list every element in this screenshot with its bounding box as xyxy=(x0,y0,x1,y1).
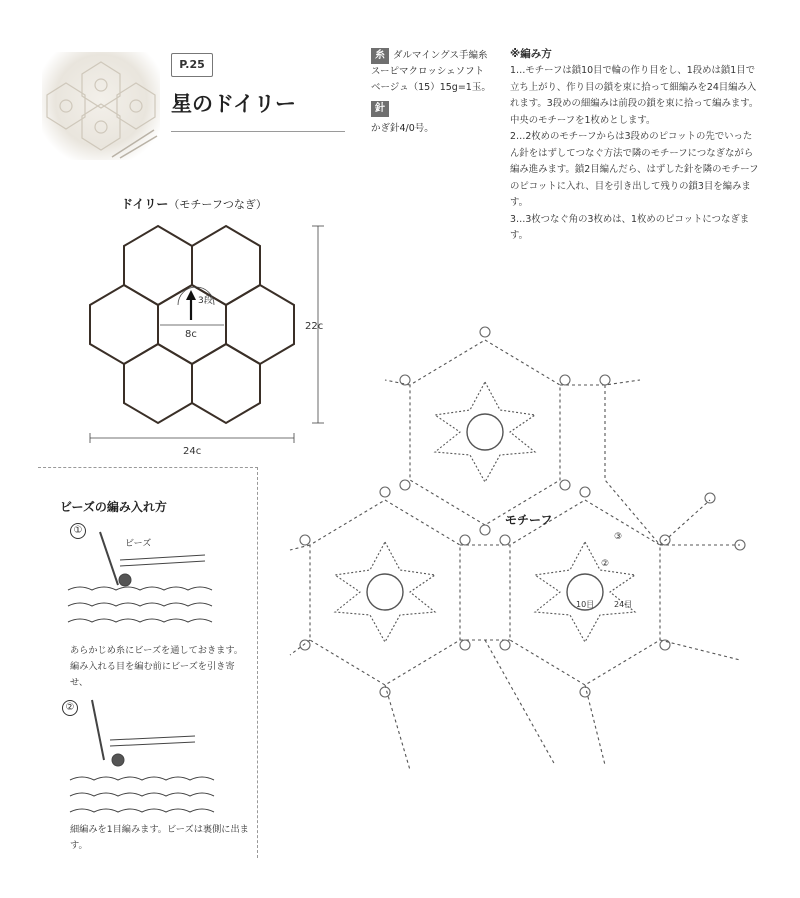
chain-net xyxy=(585,685,605,765)
star-round xyxy=(435,382,535,482)
star-round xyxy=(335,542,435,642)
motif-outline xyxy=(310,500,460,685)
instruction-step: 3…3枚つなぐ角の3枚めは、1枚めのピコットにつなぎます。 xyxy=(510,213,750,241)
hexagon xyxy=(124,344,192,423)
step-1-text: あらかじめ糸にビーズを通しておきます。編み入れる目を編む前にビーズを引き寄せ、 xyxy=(70,645,243,688)
dimension-lines xyxy=(90,226,324,443)
sc-count-label: 24目 xyxy=(614,600,633,609)
chain-net xyxy=(385,685,410,770)
height-label: 22c xyxy=(305,321,324,332)
chain-net xyxy=(660,500,710,545)
doily-title-sub: （モチーフつなぎ） xyxy=(168,198,267,211)
hexagon xyxy=(124,226,192,305)
center-arrow xyxy=(186,290,196,320)
needle-text: かぎ針4/0号。 xyxy=(371,123,434,134)
yarn-name: スーピマクロッシェソフト xyxy=(371,66,485,77)
instruction-step: 2…2枚めのモチーフからは3段めのピコットの先でいったん針をはずしてつなぐ方法で隣のモチーフにつなぎながら編み進みます。鎖2目編んだら、はずした針を隣のモチーフのピコットに入れ、目を引き出して残りの鎖3目を編みます。 xyxy=(510,131,759,208)
hexagon-layout xyxy=(90,226,294,423)
chain-net xyxy=(485,640,555,765)
chain-net xyxy=(290,545,310,550)
chain-count-label: 10目 xyxy=(576,600,595,609)
yarn-detail: ベージュ（15）15g=1玉。 xyxy=(371,82,491,93)
chain-net xyxy=(290,640,310,655)
star-round xyxy=(535,542,635,642)
hexagon xyxy=(90,285,158,364)
chain-net xyxy=(660,640,740,660)
step-1-number: ① xyxy=(70,523,86,539)
step-2-number: ② xyxy=(62,700,78,716)
motif-outline xyxy=(410,340,560,525)
page-number-badge: P.25 xyxy=(171,53,213,77)
row2-label: ② xyxy=(601,559,610,569)
row3-label: ③ xyxy=(614,532,623,542)
hexagon xyxy=(192,226,260,305)
step-2-text: 細編みを1目編みます。ビーズは裏側に出ます。 xyxy=(70,824,249,851)
instructions-heading: ※編み方 xyxy=(510,48,552,60)
needle-tag: 針 xyxy=(371,101,389,117)
rows-label: 3段 xyxy=(198,296,213,306)
foundation-ring xyxy=(467,414,503,450)
bead-heading: ビーズの編み入れ方 xyxy=(60,500,167,514)
doily-title-main: ドイリー xyxy=(121,197,169,211)
center-width-label: 8c xyxy=(185,329,197,340)
motif-label: モチーフ xyxy=(505,513,553,527)
yarn-brand: ダルマイングス手編糸 xyxy=(393,50,488,61)
width-label: 24c xyxy=(183,446,202,457)
hexagon xyxy=(226,285,294,364)
hexagon xyxy=(192,344,260,423)
chain-net xyxy=(385,380,410,385)
bead-callout-label: ビーズ xyxy=(125,539,152,549)
chain-net xyxy=(605,385,660,545)
page-title: 星のドイリー xyxy=(171,92,296,116)
foundation-ring xyxy=(367,574,403,610)
motif-chart xyxy=(290,327,745,770)
instruction-step: 1…モチーフは鎖10目で輪の作り目をし、1段めは鎖1目で立ち上がり、作り目の鎖を束に拾って細編みを24目編み入れます。3段めの細編みは前段の鎖を束に拾って編みます。中央のモチーフを1枚めとします。 xyxy=(510,65,759,126)
yarn-tag: 糸 xyxy=(371,48,389,64)
